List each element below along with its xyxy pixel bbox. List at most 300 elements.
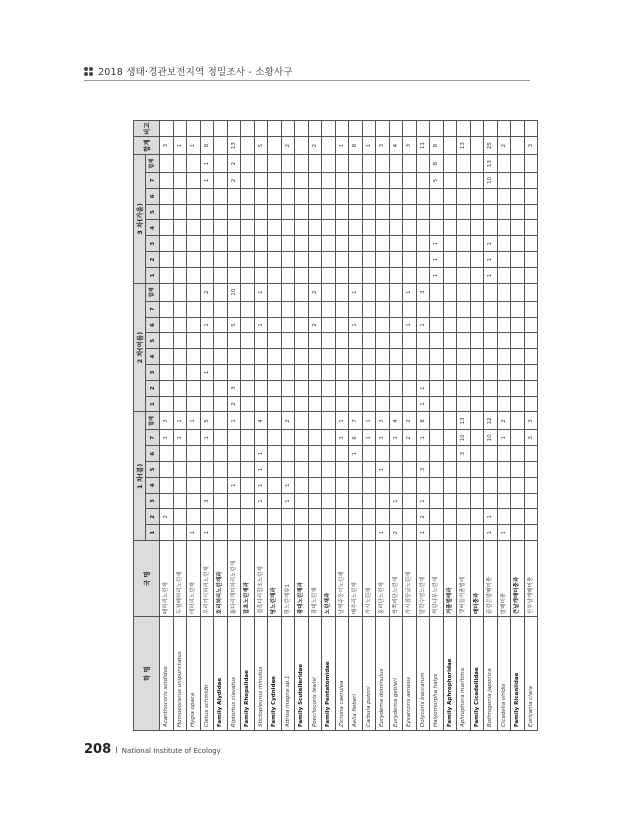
- count-cell: [187, 446, 201, 462]
- count-cell: [362, 446, 376, 462]
- subtotal-cell: [295, 412, 309, 430]
- count-cell: [322, 333, 336, 349]
- count-cell: [484, 446, 498, 462]
- count-cell: 2: [227, 173, 241, 189]
- subtotal-cell: [214, 283, 228, 301]
- scientific-name-cell: Eysarcoris aeneus: [403, 617, 417, 731]
- count-cell: [308, 509, 322, 525]
- count-cell: [200, 446, 214, 462]
- total-cell: [214, 137, 228, 155]
- col-header-survey-2: 2 차(여름): [134, 283, 146, 412]
- count-cell: [389, 349, 403, 365]
- count-cell: [308, 204, 322, 220]
- count-cell: [497, 396, 511, 412]
- count-cell: [416, 301, 430, 317]
- subtotal-cell: 3: [160, 412, 174, 430]
- count-cell: [281, 380, 295, 396]
- count-cell: [281, 236, 295, 252]
- total-cell: 2: [308, 137, 322, 155]
- count-cell: 1: [416, 493, 430, 509]
- count-cell: [322, 317, 336, 333]
- count-cell: [403, 446, 417, 462]
- count-cell: [470, 525, 484, 541]
- count-cell: 1: [484, 525, 498, 541]
- count-cell: [443, 252, 457, 268]
- count-cell: [241, 525, 255, 541]
- count-cell: [227, 204, 241, 220]
- table-row: [497, 121, 511, 731]
- count-cell: [470, 462, 484, 478]
- count-cell: [322, 509, 336, 525]
- count-cell: [241, 396, 255, 412]
- count-cell: [160, 525, 174, 541]
- count-cell: [389, 462, 403, 478]
- page-number: 208: [84, 742, 112, 757]
- subtotal-cell: [497, 283, 511, 301]
- subtotal-cell: 1: [227, 412, 241, 430]
- scientific-name-cell: Family Aphrophoridae: [443, 617, 457, 731]
- scientific-name-cell: Aphrophora maritima: [457, 617, 471, 731]
- count-cell: [160, 365, 174, 381]
- count-cell: [376, 446, 390, 462]
- count-cell: [335, 509, 349, 525]
- count-cell: [389, 204, 403, 220]
- count-cell: [443, 509, 457, 525]
- count-cell: [362, 252, 376, 268]
- count-cell: [403, 462, 417, 478]
- count-cell: [470, 396, 484, 412]
- subtotal-cell: [335, 155, 349, 173]
- count-cell: [349, 173, 363, 189]
- subtotal-cell: 2: [281, 412, 295, 430]
- count-cell: [511, 430, 525, 446]
- count-cell: [470, 493, 484, 509]
- count-cell: [295, 430, 309, 446]
- count-cell: [511, 301, 525, 317]
- count-cell: [241, 365, 255, 381]
- count-cell: [322, 220, 336, 236]
- subtotal-cell: [430, 283, 444, 301]
- count-cell: 1: [281, 477, 295, 493]
- count-cell: 1: [200, 317, 214, 333]
- count-cell: [403, 333, 417, 349]
- note-cell: [497, 121, 511, 137]
- count-cell: [268, 333, 282, 349]
- total-cell: 3: [403, 137, 417, 155]
- subtotal-cell: [430, 412, 444, 430]
- count-cell: [268, 267, 282, 283]
- count-cell: [322, 301, 336, 317]
- total-cell: 5: [254, 137, 268, 155]
- count-cell: [349, 252, 363, 268]
- count-cell: 1: [254, 477, 268, 493]
- count-cell: [484, 396, 498, 412]
- col-header-survey-1-site-4: 4: [146, 477, 160, 493]
- count-cell: [524, 252, 538, 268]
- count-cell: [160, 477, 174, 493]
- count-cell: [227, 446, 241, 462]
- note-cell: [430, 121, 444, 137]
- count-cell: [470, 380, 484, 396]
- count-cell: [173, 396, 187, 412]
- count-cell: [430, 188, 444, 204]
- count-cell: [403, 396, 417, 412]
- subtotal-cell: 4: [389, 412, 403, 430]
- count-cell: [187, 236, 201, 252]
- count-cell: [470, 365, 484, 381]
- note-cell: [403, 121, 417, 137]
- count-cell: [241, 236, 255, 252]
- count-cell: [443, 380, 457, 396]
- count-cell: [308, 365, 322, 381]
- count-cell: [214, 220, 228, 236]
- count-cell: [443, 477, 457, 493]
- korean-name-cell: 홍비단노린재: [376, 541, 390, 617]
- count-cell: [376, 188, 390, 204]
- count-cell: [160, 301, 174, 317]
- col-header-survey-2-site-6: 6: [146, 317, 160, 333]
- col-header-survey-1-site-2: 2: [146, 509, 160, 525]
- count-cell: [227, 236, 241, 252]
- count-cell: [214, 477, 228, 493]
- count-cell: [322, 477, 336, 493]
- count-cell: [484, 301, 498, 317]
- note-cell: [214, 121, 228, 137]
- table-row: [281, 121, 295, 731]
- count-cell: [484, 365, 498, 381]
- count-cell: [160, 188, 174, 204]
- count-cell: [214, 236, 228, 252]
- count-cell: [416, 349, 430, 365]
- count-cell: [349, 267, 363, 283]
- count-cell: 3: [200, 493, 214, 509]
- count-cell: [470, 333, 484, 349]
- count-cell: [416, 204, 430, 220]
- count-cell: [241, 267, 255, 283]
- count-cell: 1: [200, 430, 214, 446]
- korean-name-cell: 갯버들거품벌레: [457, 541, 471, 617]
- header-rule: [84, 80, 530, 81]
- count-cell: [160, 267, 174, 283]
- count-cell: [322, 525, 336, 541]
- count-cell: [173, 365, 187, 381]
- count-cell: [227, 252, 241, 268]
- family-row: [511, 121, 525, 731]
- col-header-survey-1-site-7: 7: [146, 430, 160, 446]
- count-cell: 1: [430, 267, 444, 283]
- table-row: [403, 121, 417, 731]
- count-cell: [511, 477, 525, 493]
- count-cell: [362, 236, 376, 252]
- count-cell: [160, 204, 174, 220]
- count-cell: [200, 267, 214, 283]
- count-cell: [362, 220, 376, 236]
- count-cell: [241, 301, 255, 317]
- count-cell: [308, 446, 322, 462]
- count-cell: [187, 430, 201, 446]
- subtotal-cell: [214, 412, 228, 430]
- count-cell: [322, 365, 336, 381]
- count-cell: [227, 509, 241, 525]
- count-cell: [187, 333, 201, 349]
- count-cell: [295, 220, 309, 236]
- count-cell: [173, 204, 187, 220]
- count-cell: [254, 509, 268, 525]
- total-cell: 3: [524, 137, 538, 155]
- count-cell: [524, 349, 538, 365]
- count-cell: [173, 493, 187, 509]
- count-cell: [349, 204, 363, 220]
- note-cell: [173, 121, 187, 137]
- scientific-name-cell: Acanthocoris sordidus: [160, 617, 174, 731]
- count-cell: [335, 317, 349, 333]
- count-cell: [254, 188, 268, 204]
- count-cell: 1: [376, 430, 390, 446]
- subtotal-cell: [376, 155, 390, 173]
- total-cell: 8: [349, 137, 363, 155]
- count-cell: [268, 365, 282, 381]
- subtotal-cell: 1: [349, 283, 363, 301]
- count-cell: [281, 525, 295, 541]
- subtotal-cell: [281, 283, 295, 301]
- scientific-name-cell: Family Pentatomidae: [322, 617, 336, 731]
- count-cell: [389, 236, 403, 252]
- col-header-survey-2-site-3: 3: [146, 365, 160, 381]
- count-cell: [281, 301, 295, 317]
- count-cell: [376, 333, 390, 349]
- count-cell: [416, 365, 430, 381]
- count-cell: [430, 525, 444, 541]
- count-cell: [497, 252, 511, 268]
- subtotal-cell: [295, 283, 309, 301]
- count-cell: [214, 349, 228, 365]
- subtotal-cell: [254, 155, 268, 173]
- count-cell: 1: [254, 446, 268, 462]
- count-cell: [173, 252, 187, 268]
- count-cell: [187, 188, 201, 204]
- count-cell: [322, 462, 336, 478]
- count-cell: [484, 462, 498, 478]
- count-cell: [281, 252, 295, 268]
- subtotal-cell: [322, 412, 336, 430]
- count-cell: [430, 509, 444, 525]
- count-cell: [484, 333, 498, 349]
- korean-name-cell: 점흑다리잡초노린재: [254, 541, 268, 617]
- count-cell: [160, 349, 174, 365]
- count-cell: [322, 188, 336, 204]
- count-cell: [511, 317, 525, 333]
- subtotal-cell: [335, 283, 349, 301]
- count-cell: [241, 349, 255, 365]
- count-cell: [511, 236, 525, 252]
- count-cell: [497, 220, 511, 236]
- count-cell: [308, 462, 322, 478]
- count-cell: [322, 173, 336, 189]
- count-cell: [376, 396, 390, 412]
- count-cell: [416, 267, 430, 283]
- note-cell: [511, 121, 525, 137]
- count-cell: [349, 493, 363, 509]
- count-cell: [335, 462, 349, 478]
- count-cell: [416, 446, 430, 462]
- count-cell: 3: [416, 462, 430, 478]
- subtotal-cell: 7: [349, 412, 363, 430]
- count-cell: 1: [362, 430, 376, 446]
- col-header-survey-1: 1 차(봄): [134, 412, 146, 541]
- count-cell: [214, 365, 228, 381]
- count-cell: [511, 396, 525, 412]
- count-cell: [416, 477, 430, 493]
- count-cell: [362, 493, 376, 509]
- subtotal-cell: [173, 283, 187, 301]
- korean-name-cell: 톱다리개미허리노린재: [227, 541, 241, 617]
- count-cell: [389, 220, 403, 236]
- count-cell: [389, 396, 403, 412]
- count-cell: [214, 509, 228, 525]
- count-cell: [457, 236, 471, 252]
- count-cell: [524, 477, 538, 493]
- scientific-name-cell: Eurydema dominulus: [376, 617, 390, 731]
- count-cell: [376, 204, 390, 220]
- count-cell: [187, 204, 201, 220]
- count-cell: [470, 267, 484, 283]
- count-cell: [241, 430, 255, 446]
- count-cell: 6: [349, 430, 363, 446]
- count-cell: [295, 462, 309, 478]
- note-cell: [524, 121, 538, 137]
- scientific-name-cell: Homoeocerus unipunctatus: [173, 617, 187, 731]
- count-cell: [511, 267, 525, 283]
- count-cell: [268, 236, 282, 252]
- count-cell: [430, 317, 444, 333]
- col-header-survey-3: 3 차(가을): [134, 155, 146, 284]
- count-cell: [241, 204, 255, 220]
- count-cell: [416, 252, 430, 268]
- count-cell: [241, 462, 255, 478]
- count-cell: [349, 380, 363, 396]
- count-cell: [524, 365, 538, 381]
- count-cell: [403, 493, 417, 509]
- scientific-name-cell: Dolycoris baccarum: [416, 617, 430, 731]
- count-cell: [511, 349, 525, 365]
- count-cell: [389, 477, 403, 493]
- count-cell: [241, 380, 255, 396]
- count-cell: [200, 380, 214, 396]
- count-cell: [295, 301, 309, 317]
- count-cell: [362, 525, 376, 541]
- count-cell: [173, 349, 187, 365]
- count-cell: [443, 493, 457, 509]
- note-cell: [362, 121, 376, 137]
- count-cell: [457, 493, 471, 509]
- count-cell: [376, 252, 390, 268]
- count-cell: [403, 509, 417, 525]
- korean-name-cell: 두점배허리노린재: [173, 541, 187, 617]
- count-cell: [430, 333, 444, 349]
- total-cell: 2: [281, 137, 295, 155]
- subtotal-cell: [241, 412, 255, 430]
- col-header-survey-2-site-5: 5: [146, 333, 160, 349]
- count-cell: [430, 430, 444, 446]
- family-row: [268, 121, 282, 731]
- count-cell: [443, 446, 457, 462]
- total-cell: [295, 137, 309, 155]
- count-cell: [227, 365, 241, 381]
- col-header-survey-1-site-1: 1: [146, 525, 160, 541]
- count-cell: [214, 204, 228, 220]
- count-cell: [376, 477, 390, 493]
- count-cell: [335, 380, 349, 396]
- count-cell: [173, 462, 187, 478]
- count-cell: [322, 446, 336, 462]
- korean-name-cell: 노린재과: [322, 541, 336, 617]
- count-cell: 1: [281, 493, 295, 509]
- count-cell: [160, 173, 174, 189]
- count-cell: [470, 220, 484, 236]
- count-cell: [160, 220, 174, 236]
- scientific-name-cell: Cletus schmidti: [200, 617, 214, 731]
- count-cell: 1: [430, 252, 444, 268]
- footer-institution: National Institute of Ecology: [121, 747, 221, 755]
- count-cell: [511, 220, 525, 236]
- subtotal-cell: [484, 283, 498, 301]
- count-cell: 2: [403, 430, 417, 446]
- count-cell: [241, 317, 255, 333]
- count-cell: [173, 509, 187, 525]
- count-cell: [187, 317, 201, 333]
- count-cell: [200, 462, 214, 478]
- count-cell: [254, 236, 268, 252]
- count-cell: 1: [200, 525, 214, 541]
- count-cell: [308, 173, 322, 189]
- count-cell: [362, 509, 376, 525]
- count-cell: [214, 446, 228, 462]
- count-cell: [362, 365, 376, 381]
- count-cell: [187, 462, 201, 478]
- count-cell: 1: [484, 252, 498, 268]
- count-cell: [349, 462, 363, 478]
- col-header-survey-3-site-6: 6: [146, 188, 160, 204]
- count-cell: [349, 333, 363, 349]
- count-cell: [362, 204, 376, 220]
- table-row: [389, 121, 403, 731]
- count-cell: [443, 267, 457, 283]
- count-cell: 1: [484, 509, 498, 525]
- count-cell: [322, 236, 336, 252]
- total-cell: 25: [484, 137, 498, 155]
- col-header-survey-1-site-3: 3: [146, 493, 160, 509]
- count-cell: [376, 173, 390, 189]
- count-cell: [497, 301, 511, 317]
- subtotal-cell: [389, 283, 403, 301]
- header-row-surveys: [134, 121, 146, 731]
- count-cell: 1: [160, 430, 174, 446]
- count-cell: [403, 173, 417, 189]
- count-cell: [403, 349, 417, 365]
- count-cell: [268, 446, 282, 462]
- count-cell: [295, 252, 309, 268]
- count-cell: [308, 430, 322, 446]
- count-cell: [268, 204, 282, 220]
- count-cell: [281, 188, 295, 204]
- count-cell: [254, 380, 268, 396]
- total-cell: [511, 137, 525, 155]
- count-cell: [443, 236, 457, 252]
- count-cell: [457, 317, 471, 333]
- count-cell: 2: [227, 396, 241, 412]
- korean-name-cell: 가시노린재: [362, 541, 376, 617]
- subtotal-cell: [443, 412, 457, 430]
